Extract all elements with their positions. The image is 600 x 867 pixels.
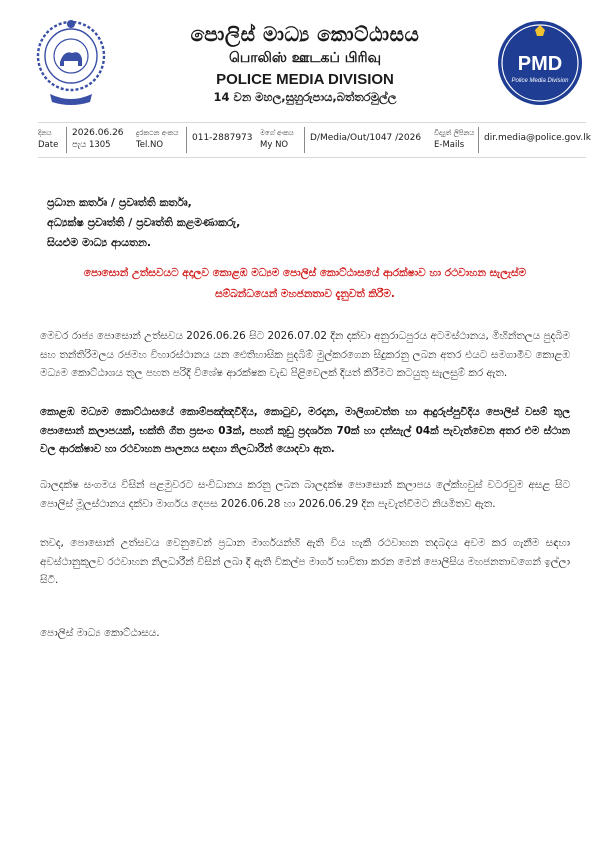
email-label-si: විද්‍යුත් ලිපිනය xyxy=(434,129,475,137)
tel-label xyxy=(136,127,178,151)
email: dir.media@police.gov.lk xyxy=(484,133,591,143)
myno-label-si: මගේ අංකය xyxy=(260,129,294,137)
time: පැය 1305 xyxy=(72,140,111,150)
addressee-line-1: ප්‍රධාන කර්තෘ / ප්‍රවෘත්ති කර්තෘ, xyxy=(47,196,192,209)
addressee-line-3: සියළුම මාධ්‍ය ආයතන. xyxy=(47,236,152,249)
myno: D/Media/Out/1047 /2026 xyxy=(310,133,422,143)
myno-label-en: My NO xyxy=(260,140,289,150)
police-emblem-icon xyxy=(36,12,106,108)
divider xyxy=(304,127,305,153)
paragraph-3: බාලදක්ෂ සංගමය විසින් පළමුවරට සංවිධානය කරනු ලබන බාලදක්ෂ පොසොන් කලාපය ලේක්හවුස් වටරවුම අසළ සිට පොලිස් මූලස්ථානය දක්වා මාර්ගය දෙපස 2026.06.28 හා 2026.06.29 දින පැවැත්වීමට නියමිතව ඇත. xyxy=(40,479,570,510)
paragraph-1: මෙවර රාජ්‍ය පොසොන් උත්සවය 2026.06.26 සිට 2026.07.02 දින දක්වා අනුරාධපුරය අටමස්ථානය, මිහින්තලය පුදබිම සහ තන්තිරිමලය රජමහ විහාරස්ථානය යන ඓතිහාසික පුදබිම් මුල්කරගෙන සිදුකරනු ලබන අතර එයට සමගාමීව කොළඹ මධ්‍යම කොට්ඨාශය තුල පහත පරිදි විශේෂ ආරක්ෂක වැඩ පිළිවෙලක් දියත් කිරීමට කටයුතු සැලසුම් කර ඇත. xyxy=(40,330,570,379)
title-english: POLICE MEDIA DIVISION xyxy=(216,71,394,88)
addressee-block xyxy=(47,193,240,253)
title-sinhala: පොලිස් මාධ්‍ය කොට්ඨාසය xyxy=(190,22,420,46)
date-label xyxy=(38,127,58,151)
pmd-logo xyxy=(497,20,583,106)
email-label xyxy=(434,127,474,151)
divider xyxy=(186,127,187,153)
tel-label-en: Tel.NO xyxy=(136,140,164,150)
myno-value xyxy=(310,132,421,144)
pmd-logo-text: PMD xyxy=(517,53,563,75)
email-label-en: E-Mails xyxy=(434,140,465,150)
addressee-line-2: අධ්‍යක්ෂ ප්‍රවෘත්ති / ප්‍රවෘත්ති කළමණාකරු, xyxy=(47,216,241,229)
subject-heading: පොසොන් උත්සවයට අදාලව කොළඹ මධ්‍යම පොලිස් කොට්ඨාසයේ ආරක්ෂාව හා රථවාහන සැලැස්ම සම්බන්ධයෙන් මහජනතාව දැනුවත් කිරීම. xyxy=(83,267,527,300)
divider xyxy=(66,127,67,153)
myno-label xyxy=(260,127,294,151)
paragraph-2: කොළඹ මධ්‍යම කොට්ඨාසයේ කොම්පඤ්ඤවීදිය, කොටුව, මරදාන, මාලිගාවත්ත හා ආදුරුප්පුවීදිය පොලිස් වසම් තුල පොසොන් කලාපයක්, භක්ති ගීත ප්‍රසංග 03ක්, පහන් කුඩු ප්‍රදර්ශන 70ක් හා දන්සැල් 04ක් පැවැත්වෙන අතර එම ස්ථාන වල ආරක්ෂාව හා රථවාහන පාලනය සඳහා නිලධාරීන් යොදවා ඇත. xyxy=(40,406,570,455)
reference-row xyxy=(38,122,591,158)
tel: 011-2887973 xyxy=(192,133,253,143)
email-value xyxy=(484,132,591,144)
title-tamil: பொலிஸ் ஊடகப் பிரிவு xyxy=(228,50,382,66)
date-label-en: Date xyxy=(38,140,59,150)
letterhead xyxy=(120,22,490,105)
tel-value xyxy=(192,132,253,144)
date-label-si: දිනය xyxy=(38,129,52,137)
date: 2026.06.26 xyxy=(72,128,124,138)
paragraph-4: තවද, පොසොන් උත්සවය වෙනුවෙන් ප්‍රධාන මාර්ගයන්හි ඇති විය හැකි රථවාහන තදබදය අවම කර ගැනීම සඳහා අවස්ථානුකූලව රථවාහන නිලධාරීන් විසින් ලබා දී ඇති විකල්ප මාර්ග භාවිතා කරන මෙන් පොලිසිය මහජනතාවගෙන් ඉල්ලා සිටී. xyxy=(40,537,570,586)
signoff: පොලිස් මාධ්‍ය කොට්ඨාසය. xyxy=(40,627,160,639)
address: 14 වන මහල,සුහුරුපාය,බත්තරමුල්ල xyxy=(213,90,397,104)
pmd-logo-subtext: Police Media Division xyxy=(511,78,569,84)
date-value xyxy=(72,127,124,151)
divider xyxy=(478,127,479,153)
tel-label-si: දුරකථන අංකය xyxy=(136,129,179,137)
